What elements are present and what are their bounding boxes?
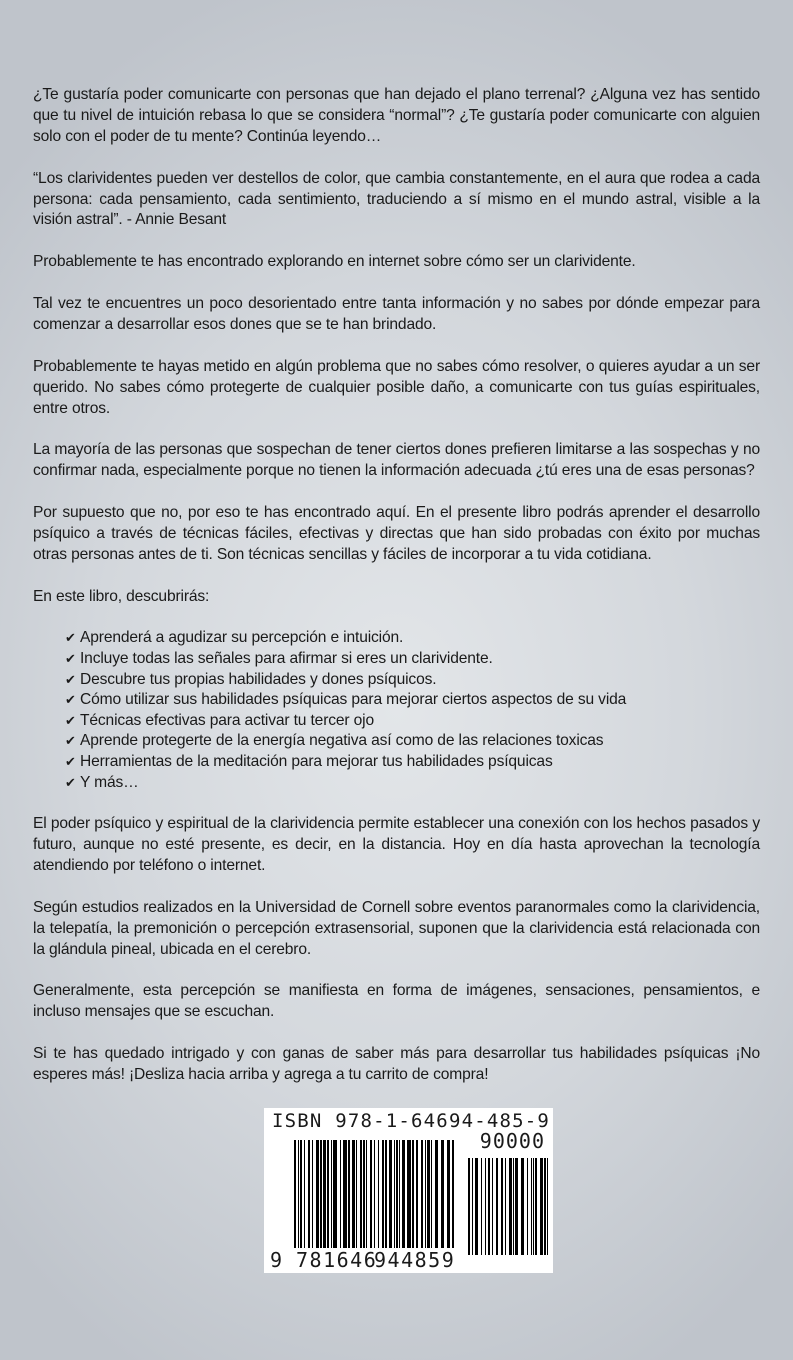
paragraph: Probablemente te has encontrado explorando en internet sobre cómo ser un clarividente. <box>33 253 636 271</box>
lead-digit: 9 <box>270 1248 283 1272</box>
barcode-bar <box>485 1158 486 1255</box>
barcode-bar <box>441 1140 444 1248</box>
addon-code: 90000 <box>479 1129 545 1153</box>
list-item-text: Y más… <box>80 773 139 791</box>
paragraph: Según estudios realizados en la Universidad de Cornell sobre eventos paranormales como la clarividencia, la telepatía, la premonición o percepción extrasensorial, suponen que la clarividencia está relacionada con la glándula pineal, ubicada en el cerebro. <box>33 898 760 958</box>
barcode-bar <box>360 1140 362 1248</box>
barcode-bar <box>343 1140 347 1248</box>
barcode-bar <box>416 1140 418 1248</box>
checkmark-icon: ✔ <box>65 630 76 646</box>
barcode-bar <box>348 1140 350 1248</box>
paragraph: Por supuesto que no, por eso te has encontrado aquí. En el presente libro podrás aprender el desarrollo psíquico a través de técnicas fáciles, efectivas y directas que han sido probadas con éxito por muchas otras personas antes de ti. Son técnicas sencillas y fáciles de incorporar a tu vida cotidiana. <box>33 504 760 563</box>
barcode-bar <box>535 1158 537 1255</box>
barcode-bar <box>298 1140 299 1248</box>
paragraph: Tal vez te encuentres un poco desorientado entre tanta información y no sabes por dónde empezar para comenzar a desarrollar esos dones que se te han brindado. <box>33 295 760 333</box>
barcode-bar <box>447 1140 450 1248</box>
isbn-label: ISBN 978-1-64694-485-9 <box>272 1110 551 1132</box>
barcode-bar <box>481 1158 482 1255</box>
checkmark-icon: ✔ <box>65 733 76 749</box>
digits-group-1: 781646 <box>296 1248 378 1272</box>
barcode-bar <box>501 1158 503 1255</box>
barcode-bar <box>452 1140 454 1248</box>
barcode-bar <box>378 1140 379 1248</box>
barcode-bar <box>547 1158 548 1255</box>
barcode-bar <box>352 1140 355 1248</box>
barcode-bar <box>540 1158 543 1255</box>
barcode-bar <box>425 1140 426 1248</box>
barcode-bar <box>327 1140 329 1248</box>
barcode-bar <box>472 1158 473 1255</box>
list-item-text: Descubre tus propias habilidades y dones psíquicos. <box>80 670 437 688</box>
barcode-bar <box>300 1140 302 1248</box>
list-item <box>65 752 760 773</box>
barcode-bar <box>370 1140 372 1248</box>
checkmark-icon: ✔ <box>65 671 76 687</box>
list-item <box>65 690 760 711</box>
barcode-bar <box>544 1158 546 1255</box>
paragraph: ¿Te gustaría poder comunicarte con personas que han dejado el plano terrenal? ¿Alguna vez has sentido que tu nivel de intuición rebasa lo que se considera “normal”? ¿Te gustaría poder comunicarte con alguien solo con el poder de tu mente? Continúa leyendo… <box>33 86 760 145</box>
barcode-bar <box>505 1158 506 1255</box>
list-item-text: Aprende protegerte de la energía negativa así como de las relaciones toxicas <box>80 732 604 750</box>
barcode-bar <box>320 1140 322 1248</box>
barcode-bar <box>389 1140 392 1248</box>
paragraph: Generalmente, esta percepción se manifiesta en forma de imágenes, sensaciones, pensamientos, e incluso mensajes que se escuchan. <box>33 982 760 1021</box>
checkmark-icon: ✔ <box>65 774 76 790</box>
barcode-bar <box>382 1140 384 1248</box>
barcode-bar <box>412 1140 414 1248</box>
barcode-bar <box>316 1140 319 1248</box>
list-item <box>65 628 760 649</box>
barcode-bar <box>356 1140 357 1248</box>
list-item-text: Cómo utilizar sus habilidades psíquicas para mejorar ciertos aspectos de su vida <box>80 691 627 709</box>
barcode-bar <box>496 1158 498 1255</box>
list-item-text: Técnicas efectivas para activar tu tercer ojo <box>80 711 374 729</box>
barcode-bar <box>374 1140 375 1248</box>
list-item-text: Incluye todas las señales para afirmar si eres un clarividente. <box>80 650 493 668</box>
digits-group-2: 944859 <box>374 1248 456 1272</box>
list-item-text: Aprenderá a agudizar su percepción e intuición. <box>80 629 404 647</box>
benefits-list <box>33 628 760 793</box>
checkmark-icon: ✔ <box>65 754 76 769</box>
barcode-bar <box>527 1158 528 1255</box>
paragraph: Si te has quedado intrigado y con ganas de saber más para desarrollar tus habilidades psíquicas ¡No esperes más! ¡Desliza hacia arriba y agrega a tu carrito de compra! <box>33 1045 760 1083</box>
barcode-bar <box>402 1140 405 1248</box>
barcode-bar <box>331 1140 332 1248</box>
paragraph: La mayoría de las personas que sospechan de tener ciertos dones prefieren limitarse a las sospechas y no confirmar nada, especialmente porque no tienen la información adecuada ¿tú eres una de esas personas? <box>33 441 760 480</box>
list-item <box>65 711 760 732</box>
barcode-bar <box>513 1158 514 1255</box>
barcode-bar <box>340 1140 341 1248</box>
list-item <box>65 731 760 752</box>
barcode-bar <box>435 1140 438 1248</box>
barcode-bar <box>399 1140 400 1248</box>
list-item <box>65 773 760 794</box>
quote-paragraph: “Los clarividentes pueden ver destellos de color, que cambia constantemente, en el aura que rodea a cada persona: cada pensamiento, cada sentimiento, traduciendo a sí mismo en el mundo astral, visible a la visión astral”. - Annie Besant <box>33 169 760 229</box>
barcode-bar <box>431 1140 432 1248</box>
checkmark-icon: ✔ <box>65 651 76 667</box>
paragraph: El poder psíquico y espiritual de la clarividencia permite establecer una conexión con los hechos pasados y futuro, aunque no esté presente, es decir, en la distancia. Hoy en día hasta aprovechan la tecnología atendiendo por teléfono o internet. <box>33 815 760 874</box>
checkmark-icon: ✔ <box>65 692 76 708</box>
barcode-bar <box>312 1140 313 1248</box>
barcode-bar <box>323 1140 326 1248</box>
barcode-bar <box>509 1158 512 1255</box>
barcode-bar <box>366 1140 367 1248</box>
isbn-barcode <box>264 1108 553 1273</box>
barcode-bar <box>475 1158 478 1255</box>
barcode-bar <box>427 1140 430 1248</box>
barcode-bar <box>533 1158 534 1255</box>
barcode-bar <box>421 1140 423 1248</box>
barcode-bar <box>515 1158 518 1255</box>
barcode-bar <box>396 1140 398 1248</box>
list-intro: En este libro, descubrirás: <box>33 587 210 605</box>
barcode-bar <box>294 1140 296 1248</box>
barcode-bar <box>385 1140 387 1248</box>
back-cover-text <box>33 85 760 1107</box>
barcode-bar <box>488 1158 490 1255</box>
barcode-bar <box>521 1158 524 1255</box>
barcode-bar <box>407 1140 411 1248</box>
checkmark-icon: ✔ <box>65 712 76 728</box>
barcode-bar <box>333 1140 337 1248</box>
list-item <box>65 670 760 691</box>
list-item <box>65 649 760 670</box>
barcode-bar <box>468 1158 470 1255</box>
barcode-bar <box>304 1140 305 1248</box>
barcode-bar <box>394 1140 395 1248</box>
barcode-bar <box>363 1140 365 1248</box>
paragraph: Probablemente te hayas metido en algún problema que no sabes cómo resolver, o quieres ayudar a un ser querido. No sabes cómo protegerte de cualquier posible daño, a comunicarte con tus guías espirituales, entre otros. <box>33 357 760 417</box>
barcode-bar <box>492 1158 493 1255</box>
barcode-bar <box>531 1158 532 1255</box>
barcode-bar <box>308 1140 310 1248</box>
list-item-text: Herramientas de la meditación para mejorar tus habilidades psíquicas <box>80 753 553 770</box>
